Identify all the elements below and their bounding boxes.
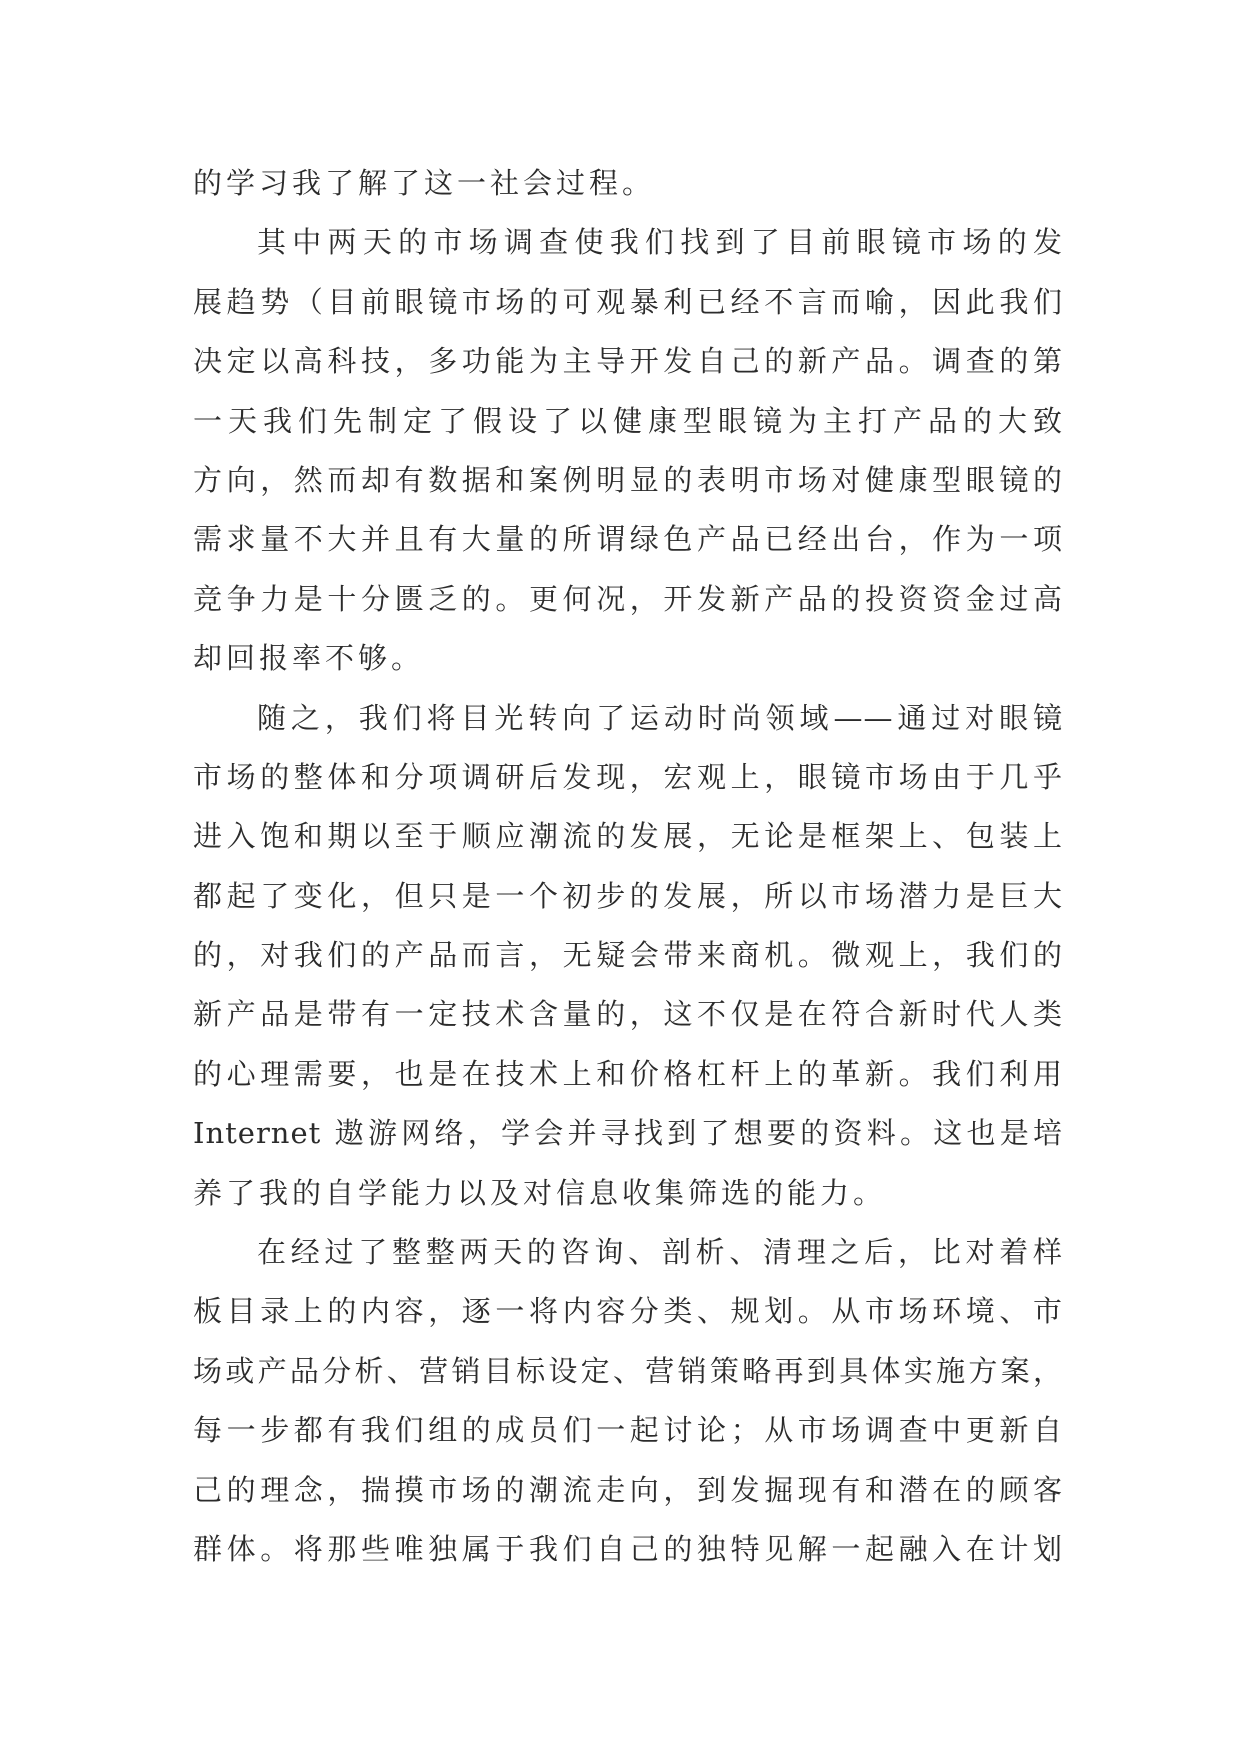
text-line: 竞争力是十分匮乏的。更何况，开发新产品的投资资金过高 <box>193 581 1063 616</box>
text-line: 新产品是带有一定技术含量的，这不仅是在符合新时代人类 <box>193 997 1063 1032</box>
text-line: 市场的整体和分项调研后发现，宏观上，眼镜市场由于几乎 <box>193 759 1063 794</box>
text-line: 展趋势（目前眼镜市场的可观暴利已经不言而喻，因此我们 <box>193 284 1063 319</box>
text-line: 的学习我了解了这一社会过程。 <box>193 166 656 200</box>
text-line: 的，对我们的产品而言，无疑会带来商机。微观上，我们的 <box>193 938 1063 973</box>
text-line: 在经过了整整两天的咨询、剖析、清理之后，比对着样 <box>257 1235 1063 1270</box>
text-line: 群体。将那些唯独属于我们自己的独特见解一起融入在计划 <box>193 1531 1063 1566</box>
text-line: 一天我们先制定了假设了以健康型眼镜为主打产品的大致 <box>193 403 1063 438</box>
text-line: 的心理需要，也是在技术上和价格杠杆上的革新。我们利用 <box>193 1056 1063 1091</box>
text-line: 随之，我们将目光转向了运动时尚领域——通过对眼镜 <box>257 700 1063 735</box>
text-line: 每一步都有我们组的成员们一起讨论；从市场调查中更新自 <box>193 1413 1063 1448</box>
text-line: 进入饱和期以至于顺应潮流的发展，无论是框架上、包装上 <box>193 819 1063 854</box>
text-line: 却回报率不够。 <box>193 641 425 676</box>
text-line: 需求量不大并且有大量的所谓绿色产品已经出台，作为一项 <box>193 522 1063 557</box>
text-line: 方向，然而却有数据和案例明显的表明市场对健康型眼镜的 <box>193 462 1063 497</box>
text-line: 决定以高科技，多功能为主导开发自己的新产品。调查的第 <box>193 344 1063 379</box>
body-text <box>193 154 1063 1579</box>
text-line: 己的理念，揣摸市场的潮流走向，到发掘现有和潜在的顾客 <box>193 1472 1063 1507</box>
text-line: 其中两天的市场调查使我们找到了目前眼镜市场的发 <box>257 225 1063 260</box>
text-line: 都起了变化，但只是一个初步的发展，所以市场潜力是巨大 <box>193 878 1063 913</box>
text-line: 场或产品分析、营销目标设定、营销策略再到具体实施方案， <box>193 1353 1063 1388</box>
text-line: 养了我的自学能力以及对信息收集筛选的能力。 <box>193 1175 887 1210</box>
text-line: 板目录上的内容，逐一将内容分类、规划。从市场环境、市 <box>193 1294 1063 1329</box>
text-line: Internet 遨游网络，学会并寻找到了想要的资料。这也是培 <box>193 1116 1063 1151</box>
